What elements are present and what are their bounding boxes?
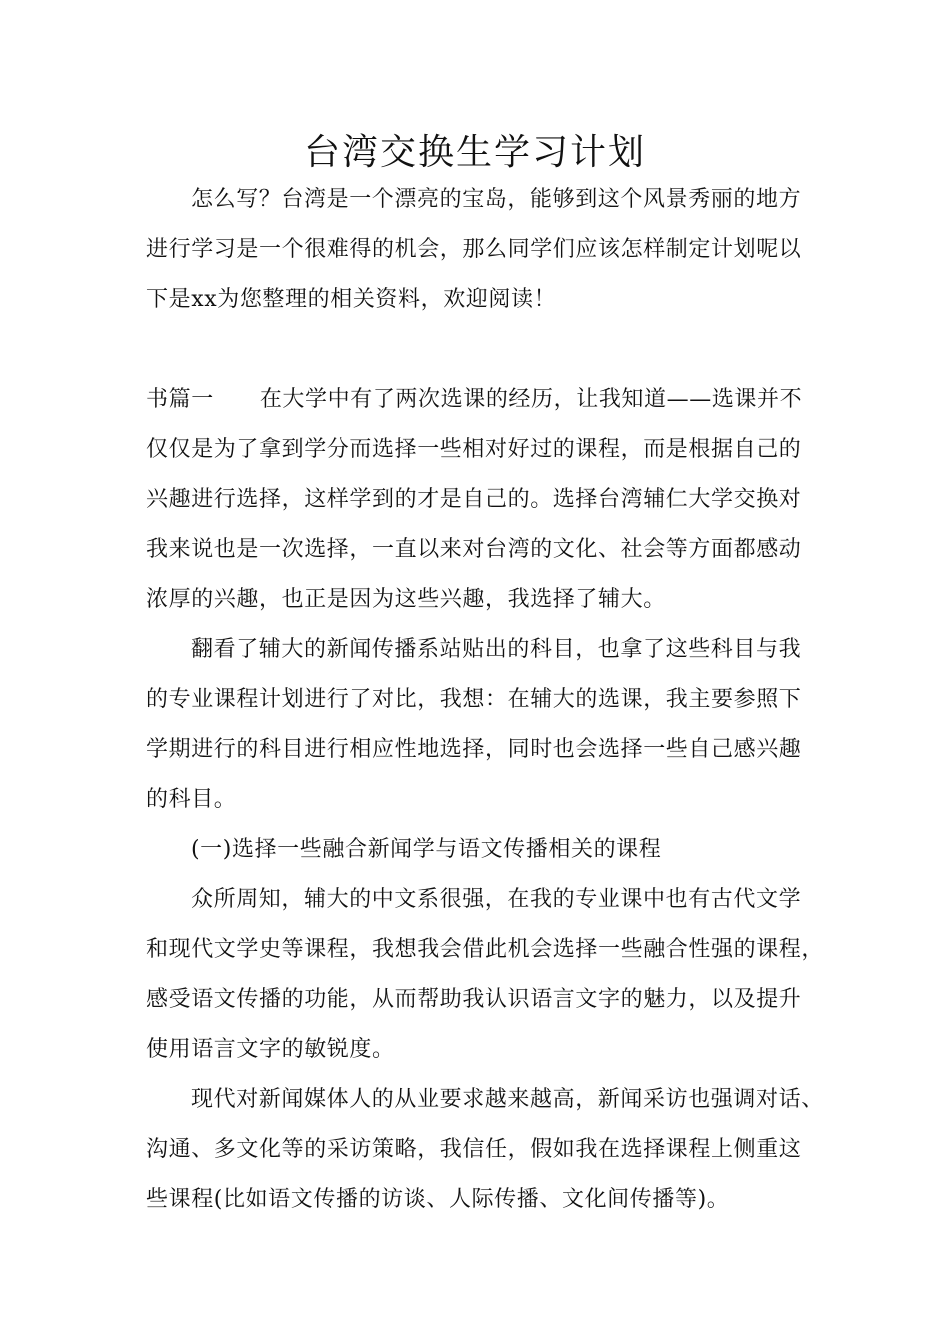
text-line: 众所周知，辅大的中文系很强，在我的专业课中也有古代文学 (191, 887, 802, 912)
text-line: 下是xx为您整理的相关资料，欢迎阅读！ (146, 287, 557, 312)
text-line: 仅仅是为了拿到学分而选择一些相对好过的课程，而是根据自己的 (146, 437, 802, 462)
subheading-paragraph (146, 825, 814, 875)
section-label: 书篇一 (146, 387, 214, 412)
text-line: 的专业课程计划进行了对比，我想：在辅大的选课，我主要参照下 (146, 687, 802, 712)
text-line: 感受语文传播的功能，从而帮助我认识语言文字的魅力，以及提升 (146, 987, 802, 1012)
course-comparison-paragraph (146, 625, 814, 825)
text-line: 怎么写？台湾是一个漂亮的宝岛，能够到这个风景秀丽的地方 (191, 187, 802, 212)
text-line: 沟通、多文化等的采访策略，我信任，假如我在选择课程上侧重这 (146, 1137, 802, 1162)
document-title: 台湾交换生学习计划 (303, 132, 646, 173)
text-line: 的科目。 (146, 787, 237, 812)
section-first-line: 在大学中有了两次选课的经历，让我知道——选课并不 (259, 387, 803, 412)
text-line: 些课程(比如语文传播的访谈、人际传播、文化间传播等)。 (146, 1187, 730, 1212)
intro-paragraph (146, 175, 814, 325)
text-line: 现代对新闻媒体人的从业要求越来越高，新闻采访也强调对话、 (191, 1087, 824, 1112)
text-line: 和现代文学史等课程，我想我会借此机会选择一些融合性强的课程， (146, 937, 825, 962)
text-line: 翻看了辅大的新闻传播系站贴出的科目，也拿了这些科目与我 (191, 637, 802, 662)
text-line: 使用语言文字的敏锐度。 (146, 1037, 395, 1062)
text-line: 学期进行的科目进行相应性地选择，同时也会选择一些自己感兴趣 (146, 737, 802, 762)
subheading: (一)选择一些融合新闻学与语文传播相关的课程 (191, 837, 662, 862)
text-line (146, 375, 814, 425)
chinese-department-paragraph (146, 875, 825, 1075)
media-requirements-paragraph (146, 1075, 824, 1225)
section-one-paragraph (146, 375, 814, 625)
text-line: 我来说也是一次选择，一直以来对台湾的文化、社会等方面都感动 (146, 537, 802, 562)
text-line: 浓厚的兴趣，也正是因为这些兴趣，我选择了辅大。 (146, 587, 666, 612)
text-line: 兴趣进行选择，这样学到的才是自己的。选择台湾辅仁大学交换对 (146, 487, 802, 512)
text-line: 进行学习是一个很难得的机会，那么同学们应该怎样制定计划呢以 (146, 237, 802, 262)
